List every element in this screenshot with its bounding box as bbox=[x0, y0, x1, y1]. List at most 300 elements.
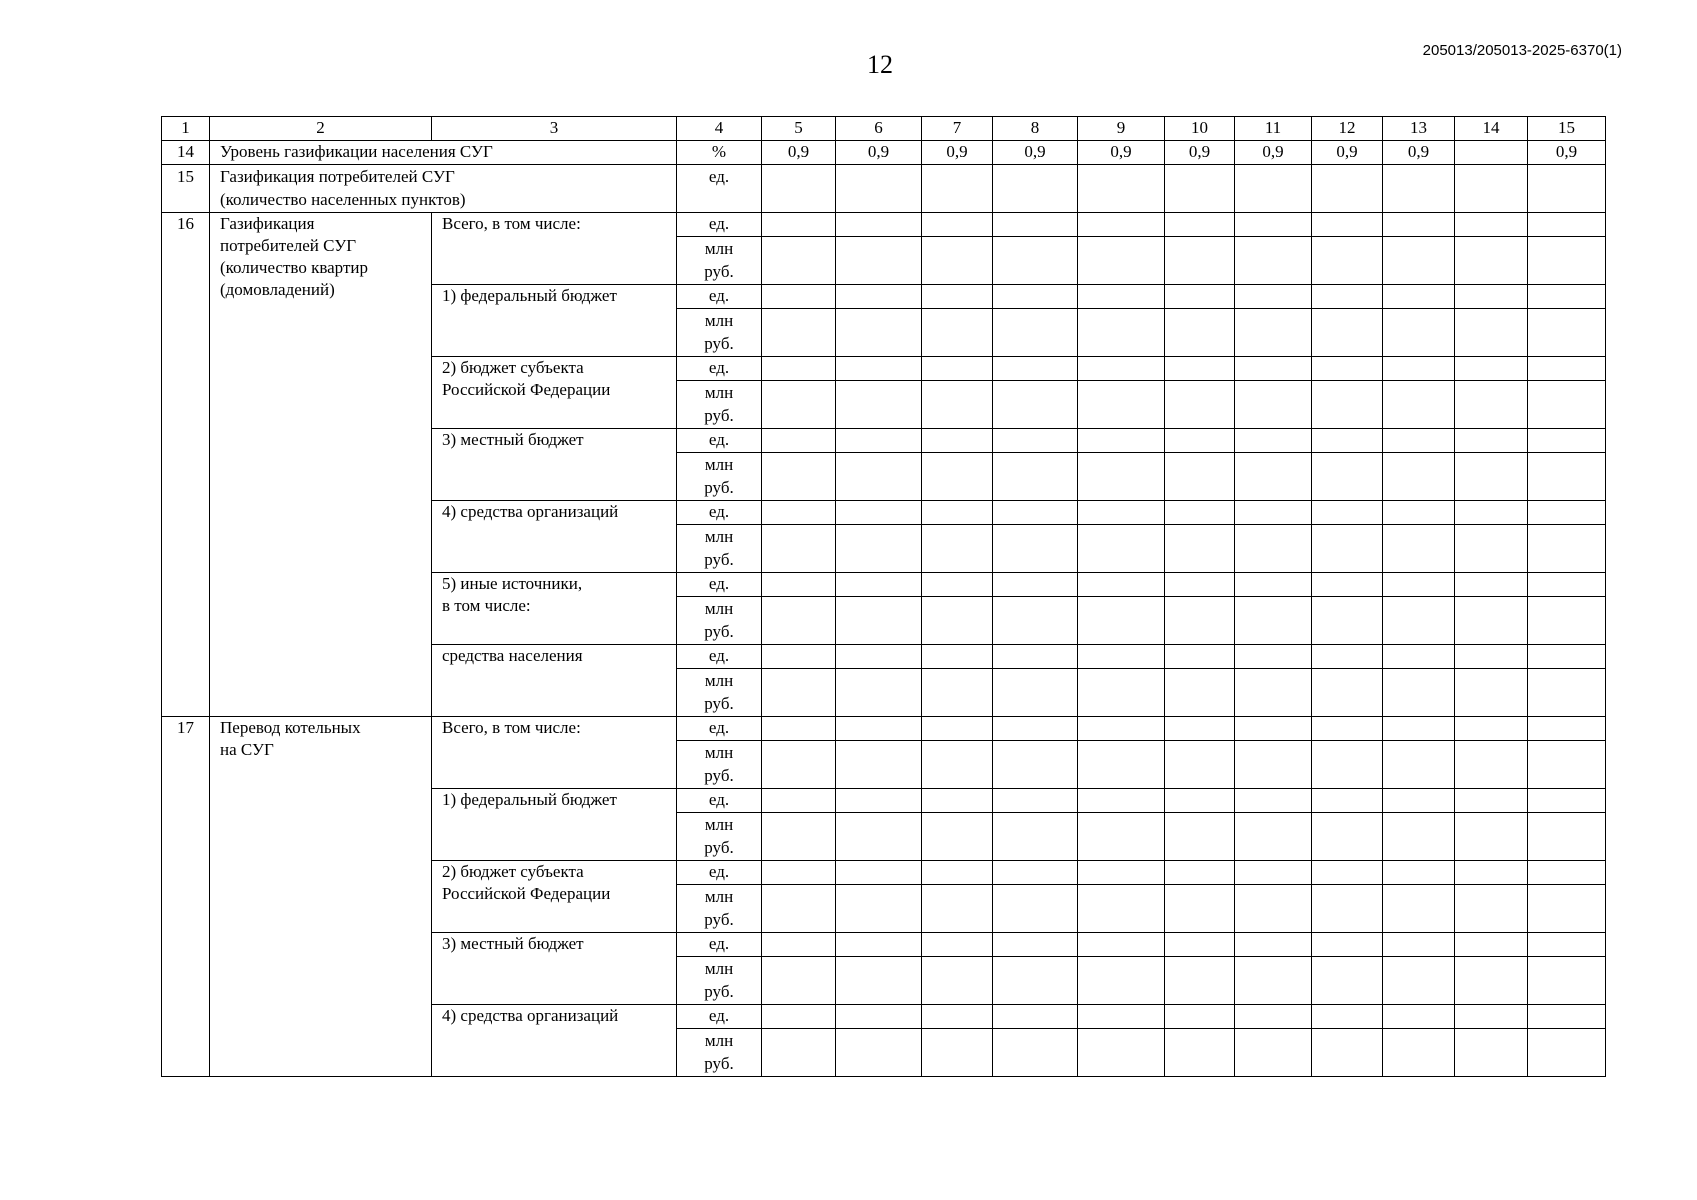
funding-source bbox=[432, 573, 677, 645]
value-cell bbox=[922, 357, 993, 381]
value-cell bbox=[1165, 213, 1235, 237]
value-cell bbox=[1528, 885, 1606, 933]
value-cell bbox=[1312, 645, 1383, 669]
value-cell bbox=[762, 525, 836, 573]
funding-source bbox=[432, 645, 677, 717]
unit-cell: ед. bbox=[677, 645, 762, 669]
value-cell: 0,9 bbox=[1235, 141, 1312, 165]
value-cell bbox=[1383, 573, 1455, 597]
unit-cell bbox=[677, 381, 762, 429]
value-cell bbox=[1528, 501, 1606, 525]
value-cell bbox=[993, 597, 1078, 645]
indicator-name bbox=[210, 213, 432, 717]
value-cell bbox=[1312, 309, 1383, 357]
value-cell bbox=[993, 861, 1078, 885]
value-cell bbox=[1235, 165, 1312, 213]
unit-mln: млн bbox=[704, 959, 734, 978]
value-cell bbox=[836, 165, 922, 213]
unit-cell bbox=[677, 309, 762, 357]
value-cell bbox=[1078, 453, 1165, 501]
unit-rub: руб. bbox=[704, 1054, 734, 1073]
value-cell bbox=[1165, 525, 1235, 573]
value-cell bbox=[1455, 669, 1528, 717]
value-cell bbox=[1383, 165, 1455, 213]
value-cell bbox=[1235, 885, 1312, 933]
funding-source-line: 4) средства организаций bbox=[442, 1006, 619, 1025]
value-cell bbox=[1235, 741, 1312, 789]
value-cell bbox=[993, 813, 1078, 861]
value-cell bbox=[1078, 1029, 1165, 1077]
value-cell bbox=[1455, 429, 1528, 453]
value-cell bbox=[1383, 717, 1455, 741]
value-cell bbox=[1235, 669, 1312, 717]
unit-mln: млн bbox=[704, 887, 734, 906]
column-number-cell: 10 bbox=[1165, 117, 1235, 141]
value-cell bbox=[1312, 741, 1383, 789]
value-cell bbox=[1528, 597, 1606, 645]
value-cell bbox=[1383, 597, 1455, 645]
value-cell bbox=[1528, 669, 1606, 717]
value-cell bbox=[1383, 525, 1455, 573]
value-cell bbox=[1235, 1029, 1312, 1077]
unit-mln: млн bbox=[704, 743, 734, 762]
column-number-cell: 2 bbox=[210, 117, 432, 141]
unit-cell: ед. bbox=[677, 573, 762, 597]
value-cell bbox=[922, 237, 993, 285]
value-cell bbox=[1235, 237, 1312, 285]
value-cell: 0,9 bbox=[836, 141, 922, 165]
row-number: 14 bbox=[162, 141, 210, 165]
unit-cell: ед. bbox=[677, 717, 762, 741]
value-cell bbox=[762, 429, 836, 453]
value-cell bbox=[1383, 381, 1455, 429]
value-cell bbox=[1312, 813, 1383, 861]
funding-source bbox=[432, 1005, 677, 1077]
value-cell bbox=[1528, 573, 1606, 597]
value-cell bbox=[1528, 357, 1606, 381]
value-cell bbox=[836, 717, 922, 741]
value-cell bbox=[1312, 525, 1383, 573]
value-cell bbox=[1078, 213, 1165, 237]
value-cell bbox=[1165, 381, 1235, 429]
value-cell bbox=[1235, 813, 1312, 861]
unit-cell: ед. bbox=[677, 213, 762, 237]
value-cell: 0,9 bbox=[1165, 141, 1235, 165]
row-number: 16 bbox=[162, 213, 210, 717]
value-cell bbox=[836, 573, 922, 597]
column-number-cell: 12 bbox=[1312, 117, 1383, 141]
column-number-cell: 5 bbox=[762, 117, 836, 141]
value-cell bbox=[1312, 165, 1383, 213]
funding-source-line: средства населения bbox=[442, 646, 583, 665]
unit-mln: млн bbox=[704, 311, 734, 330]
value-cell bbox=[1165, 309, 1235, 357]
value-cell bbox=[1383, 813, 1455, 861]
value-cell bbox=[762, 381, 836, 429]
value-cell bbox=[836, 213, 922, 237]
column-number-cell: 4 bbox=[677, 117, 762, 141]
unit-rub: руб. bbox=[704, 694, 734, 713]
value-cell bbox=[1235, 789, 1312, 813]
row-number: 15 bbox=[162, 165, 210, 213]
unit-cell bbox=[677, 597, 762, 645]
value-cell bbox=[922, 885, 993, 933]
value-cell bbox=[1383, 645, 1455, 669]
value-cell: 0,9 bbox=[1528, 141, 1606, 165]
value-cell bbox=[993, 741, 1078, 789]
value-cell bbox=[1235, 501, 1312, 525]
value-cell bbox=[762, 957, 836, 1005]
value-cell bbox=[762, 501, 836, 525]
value-cell bbox=[1235, 597, 1312, 645]
column-number-cell: 6 bbox=[836, 117, 922, 141]
table-row-16-units bbox=[162, 213, 1606, 237]
unit-cell: ед. bbox=[677, 861, 762, 885]
value-cell bbox=[1312, 885, 1383, 933]
value-cell bbox=[1078, 861, 1165, 885]
value-cell bbox=[1165, 741, 1235, 789]
value-cell bbox=[1078, 597, 1165, 645]
value-cell bbox=[1235, 645, 1312, 669]
value-cell bbox=[1528, 525, 1606, 573]
value-cell bbox=[1078, 573, 1165, 597]
value-cell bbox=[1455, 861, 1528, 885]
value-cell bbox=[1455, 453, 1528, 501]
value-cell bbox=[836, 501, 922, 525]
value-cell bbox=[1528, 645, 1606, 669]
value-cell bbox=[922, 669, 993, 717]
document-id: 205013/205013-2025-6370(1) bbox=[1422, 42, 1622, 59]
value-cell bbox=[762, 597, 836, 645]
indicator-name-line: на СУГ bbox=[220, 740, 274, 759]
value-cell bbox=[993, 957, 1078, 1005]
value-cell bbox=[762, 573, 836, 597]
value-cell: 0,9 bbox=[1383, 141, 1455, 165]
value-cell bbox=[836, 669, 922, 717]
value-cell bbox=[922, 813, 993, 861]
value-cell bbox=[762, 453, 836, 501]
value-cell bbox=[762, 1005, 836, 1029]
value-cell bbox=[1165, 645, 1235, 669]
unit-mln: млн bbox=[704, 383, 734, 402]
table-row-17-units bbox=[162, 717, 1606, 741]
unit-cell bbox=[677, 669, 762, 717]
indicator-name bbox=[210, 717, 432, 1077]
value-cell bbox=[1078, 525, 1165, 573]
value-cell bbox=[836, 285, 922, 309]
column-number-cell: 14 bbox=[1455, 117, 1528, 141]
unit-cell: ед. bbox=[677, 357, 762, 381]
value-cell bbox=[1312, 1005, 1383, 1029]
value-cell bbox=[762, 285, 836, 309]
funding-source bbox=[432, 429, 677, 501]
value-cell bbox=[836, 237, 922, 285]
value-cell bbox=[1165, 1029, 1235, 1077]
unit-cell bbox=[677, 741, 762, 789]
value-cell bbox=[1078, 429, 1165, 453]
funding-source bbox=[432, 357, 677, 429]
value-cell bbox=[762, 309, 836, 357]
value-cell bbox=[1383, 1005, 1455, 1029]
value-cell: 0,9 bbox=[922, 141, 993, 165]
value-cell bbox=[993, 309, 1078, 357]
value-cell bbox=[993, 717, 1078, 741]
unit-mln: млн bbox=[704, 527, 734, 546]
unit-rub: руб. bbox=[704, 478, 734, 497]
value-cell bbox=[922, 573, 993, 597]
value-cell bbox=[1078, 381, 1165, 429]
indicator-name-line: Газификация bbox=[220, 214, 315, 233]
value-cell bbox=[922, 1029, 993, 1077]
value-cell bbox=[993, 453, 1078, 501]
value-cell bbox=[1312, 789, 1383, 813]
value-cell bbox=[1455, 165, 1528, 213]
value-cell bbox=[1383, 741, 1455, 789]
value-cell bbox=[836, 957, 922, 1005]
value-cell bbox=[922, 213, 993, 237]
value-cell bbox=[1383, 861, 1455, 885]
unit-cell: ед. bbox=[677, 501, 762, 525]
unit-cell: ед. bbox=[677, 933, 762, 957]
unit-rub: руб. bbox=[704, 262, 734, 281]
value-cell bbox=[1312, 597, 1383, 645]
value-cell bbox=[922, 285, 993, 309]
value-cell bbox=[1235, 1005, 1312, 1029]
unit-cell: ед. bbox=[677, 429, 762, 453]
value-cell bbox=[1455, 213, 1528, 237]
value-cell bbox=[836, 645, 922, 669]
value-cell bbox=[1078, 357, 1165, 381]
value-cell bbox=[1455, 141, 1528, 165]
unit-mln: млн bbox=[704, 239, 734, 258]
value-cell bbox=[1455, 957, 1528, 1005]
unit-mln: млн bbox=[704, 671, 734, 690]
value-cell bbox=[993, 1029, 1078, 1077]
value-cell bbox=[1383, 885, 1455, 933]
value-cell bbox=[922, 861, 993, 885]
value-cell bbox=[1455, 381, 1528, 429]
funding-source-line: 3) местный бюджет bbox=[442, 430, 584, 449]
value-cell bbox=[1078, 741, 1165, 789]
value-cell: 0,9 bbox=[993, 141, 1078, 165]
value-cell bbox=[1455, 525, 1528, 573]
value-cell bbox=[1455, 501, 1528, 525]
value-cell bbox=[1528, 1029, 1606, 1077]
value-cell bbox=[1455, 645, 1528, 669]
value-cell bbox=[1383, 237, 1455, 285]
value-cell bbox=[1235, 453, 1312, 501]
gasification-table bbox=[161, 116, 1606, 1077]
unit-cell bbox=[677, 813, 762, 861]
value-cell bbox=[1312, 501, 1383, 525]
unit-cell: ед. bbox=[677, 285, 762, 309]
value-cell bbox=[762, 717, 836, 741]
funding-source-line: Всего, в том числе: bbox=[442, 214, 581, 233]
value-cell bbox=[1165, 885, 1235, 933]
value-cell: 0,9 bbox=[1078, 141, 1165, 165]
value-cell bbox=[922, 597, 993, 645]
unit-rub: руб. bbox=[704, 550, 734, 569]
value-cell bbox=[1528, 813, 1606, 861]
value-cell bbox=[1455, 285, 1528, 309]
unit-rub: руб. bbox=[704, 838, 734, 857]
value-cell bbox=[1312, 573, 1383, 597]
unit-rub: руб. bbox=[704, 766, 734, 785]
column-number-cell: 8 bbox=[993, 117, 1078, 141]
value-cell bbox=[993, 501, 1078, 525]
value-cell bbox=[762, 741, 836, 789]
value-cell bbox=[1165, 501, 1235, 525]
value-cell bbox=[922, 381, 993, 429]
value-cell bbox=[922, 429, 993, 453]
value-cell bbox=[1528, 165, 1606, 213]
value-cell bbox=[836, 309, 922, 357]
value-cell: 0,9 bbox=[762, 141, 836, 165]
row-number: 17 bbox=[162, 717, 210, 1077]
funding-source-line: 4) средства организаций bbox=[442, 502, 619, 521]
value-cell bbox=[1383, 1029, 1455, 1077]
value-cell bbox=[1235, 957, 1312, 1005]
value-cell bbox=[1383, 285, 1455, 309]
value-cell bbox=[1078, 885, 1165, 933]
indicator-name-line: потребителей СУГ bbox=[220, 236, 357, 255]
value-cell bbox=[1078, 237, 1165, 285]
value-cell bbox=[1235, 213, 1312, 237]
value-cell bbox=[1383, 789, 1455, 813]
value-cell bbox=[1165, 1005, 1235, 1029]
column-number-cell: 7 bbox=[922, 117, 993, 141]
unit-rub: руб. bbox=[704, 982, 734, 1001]
column-number-cell: 13 bbox=[1383, 117, 1455, 141]
value-cell bbox=[1235, 933, 1312, 957]
value-cell bbox=[836, 885, 922, 933]
table-row-15 bbox=[162, 165, 1606, 213]
value-cell bbox=[922, 309, 993, 357]
value-cell bbox=[1078, 285, 1165, 309]
unit-cell: % bbox=[677, 141, 762, 165]
value-cell bbox=[1165, 861, 1235, 885]
indicator-name-line: (количество квартир bbox=[220, 258, 368, 277]
table-row-14 bbox=[162, 141, 1606, 165]
value-cell bbox=[836, 1029, 922, 1077]
value-cell bbox=[762, 213, 836, 237]
column-number-cell: 11 bbox=[1235, 117, 1312, 141]
value-cell bbox=[1528, 861, 1606, 885]
funding-source-line: 5) иные источники, bbox=[442, 574, 583, 593]
value-cell bbox=[993, 573, 1078, 597]
value-cell bbox=[1078, 309, 1165, 357]
value-cell bbox=[1078, 789, 1165, 813]
funding-source-line: 2) бюджет субъекта bbox=[442, 358, 584, 377]
value-cell bbox=[762, 861, 836, 885]
value-cell bbox=[1528, 933, 1606, 957]
value-cell bbox=[1165, 357, 1235, 381]
value-cell bbox=[1235, 429, 1312, 453]
value-cell bbox=[836, 933, 922, 957]
value-cell bbox=[836, 1005, 922, 1029]
unit-rub: руб. bbox=[704, 406, 734, 425]
page-number: 12 bbox=[867, 50, 893, 79]
value-cell bbox=[1383, 309, 1455, 357]
value-cell bbox=[1455, 357, 1528, 381]
value-cell bbox=[1528, 285, 1606, 309]
funding-source bbox=[432, 789, 677, 861]
value-cell bbox=[1455, 741, 1528, 789]
funding-source-line: 1) федеральный бюджет bbox=[442, 790, 617, 809]
value-cell bbox=[1528, 381, 1606, 429]
unit-mln: млн bbox=[704, 455, 734, 474]
value-cell bbox=[993, 645, 1078, 669]
value-cell bbox=[993, 1005, 1078, 1029]
value-cell bbox=[922, 717, 993, 741]
value-cell bbox=[1455, 573, 1528, 597]
value-cell bbox=[1078, 957, 1165, 1005]
value-cell bbox=[1383, 429, 1455, 453]
value-cell bbox=[1165, 285, 1235, 309]
value-cell bbox=[993, 669, 1078, 717]
value-cell bbox=[1165, 669, 1235, 717]
value-cell bbox=[762, 885, 836, 933]
indicator-name-line: Перевод котельных bbox=[220, 718, 361, 737]
value-cell bbox=[1078, 501, 1165, 525]
value-cell bbox=[1078, 1005, 1165, 1029]
unit-cell bbox=[677, 1029, 762, 1077]
value-cell bbox=[1235, 717, 1312, 741]
value-cell bbox=[1312, 933, 1383, 957]
value-cell bbox=[1528, 237, 1606, 285]
indicator-name-line: (домовладений) bbox=[220, 280, 335, 299]
funding-source-line: в том числе: bbox=[442, 596, 531, 615]
indicator-name-line: Газификация потребителей СУГ bbox=[220, 167, 455, 186]
value-cell bbox=[1528, 741, 1606, 789]
value-cell bbox=[1165, 789, 1235, 813]
value-cell bbox=[993, 885, 1078, 933]
value-cell bbox=[993, 165, 1078, 213]
funding-source-line: Российской Федерации bbox=[442, 380, 611, 399]
value-cell bbox=[1312, 1029, 1383, 1077]
value-cell bbox=[762, 813, 836, 861]
column-number-row bbox=[162, 117, 1606, 141]
value-cell bbox=[993, 381, 1078, 429]
funding-source-line: 1) федеральный бюджет bbox=[442, 286, 617, 305]
value-cell bbox=[1312, 357, 1383, 381]
value-cell bbox=[762, 357, 836, 381]
column-number-cell: 1 bbox=[162, 117, 210, 141]
indicator-name-line: (количество населенных пунктов) bbox=[220, 190, 466, 209]
value-cell bbox=[762, 1029, 836, 1077]
value-cell bbox=[1528, 1005, 1606, 1029]
funding-source bbox=[432, 717, 677, 789]
value-cell bbox=[1528, 957, 1606, 1005]
value-cell bbox=[922, 1005, 993, 1029]
value-cell bbox=[1165, 813, 1235, 861]
unit-rub: руб. bbox=[704, 910, 734, 929]
value-cell bbox=[762, 789, 836, 813]
value-cell bbox=[836, 861, 922, 885]
funding-source bbox=[432, 285, 677, 357]
value-cell bbox=[836, 429, 922, 453]
table-body bbox=[162, 117, 1606, 1077]
value-cell bbox=[1528, 213, 1606, 237]
value-cell bbox=[1165, 237, 1235, 285]
value-cell bbox=[1455, 597, 1528, 645]
value-cell bbox=[1078, 813, 1165, 861]
value-cell bbox=[1165, 165, 1235, 213]
value-cell bbox=[836, 525, 922, 573]
value-cell bbox=[1312, 429, 1383, 453]
value-cell bbox=[922, 453, 993, 501]
value-cell bbox=[1165, 429, 1235, 453]
